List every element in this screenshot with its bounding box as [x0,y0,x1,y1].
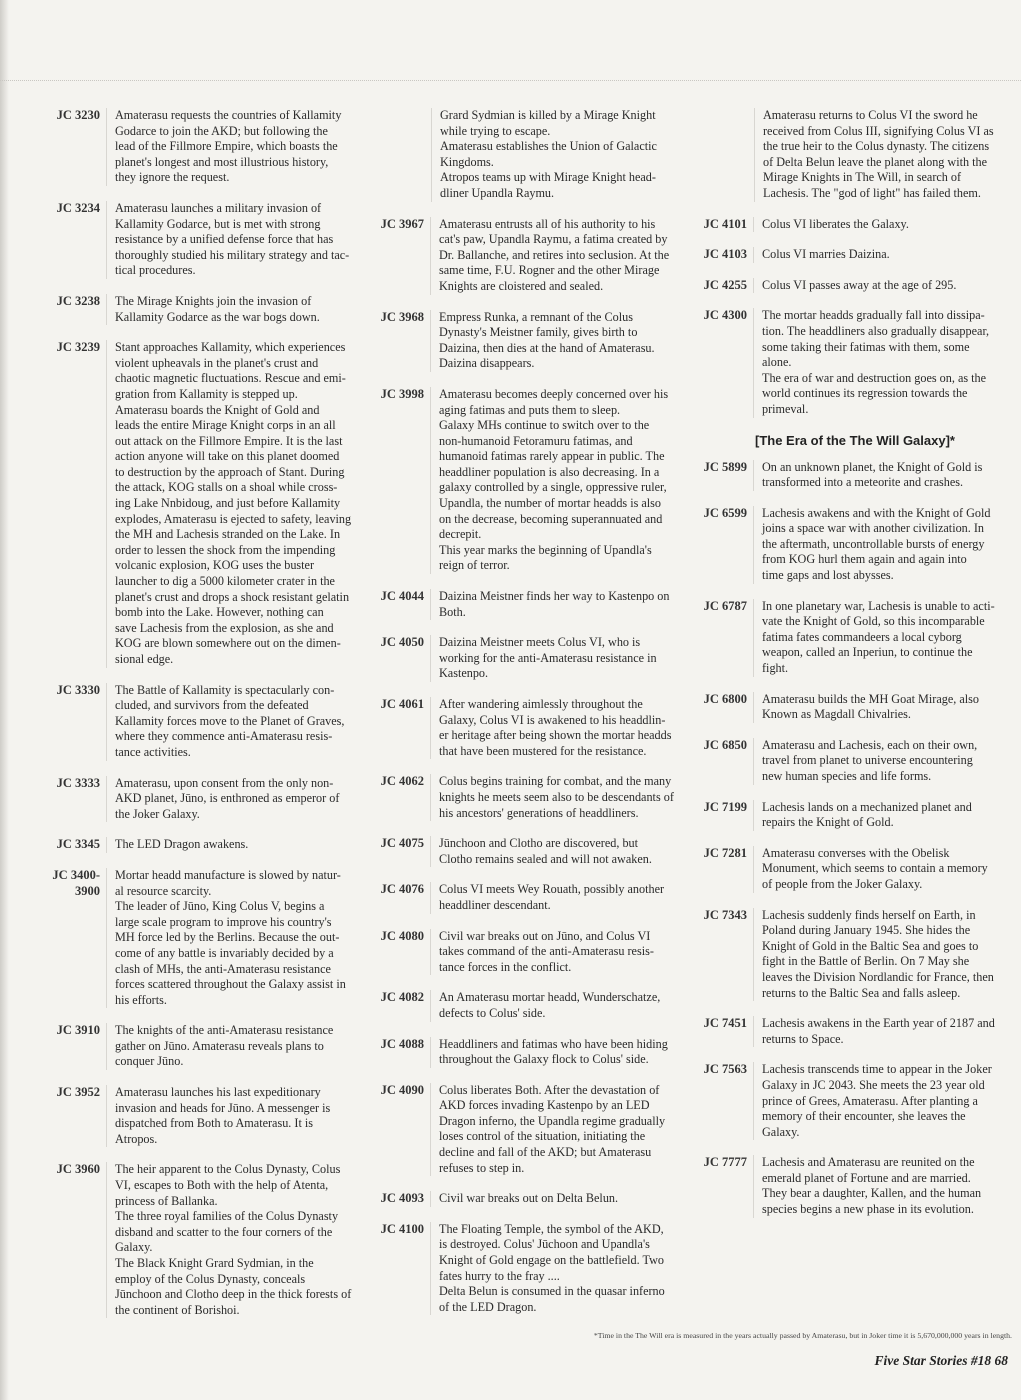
entry-year: JC 4050 [380,635,424,650]
era-footnote: *Time in the The Will era is measured in the years actually passed by Amaterasu, but in Joker time it is 5,670,000,000 years in length. [593,1331,1012,1340]
timeline-entry [40,683,364,761]
entry-year: JC 6787 [703,598,747,613]
entry-text: The LED Dragon awakens. [106,837,364,853]
entry-year: JC 4255 [703,277,747,292]
timeline-entry [698,908,1010,1002]
entry-year: JC 7199 [703,799,747,814]
entry-text: Lachesis and Amaterasu are reunited on the emerald planet of Fortune and are married. They bear a daughter, Kallen, and the human species begins a new phase in its evolution. [753,1155,1010,1217]
entry-text: Civil war breaks out on Jūno, and Colus VI takes command of the anti-Amaterasu resis- tance forces in the conflict. [430,929,692,976]
entry-text: Lachesis suddenly finds herself on Earth, in Poland during January 1945. She hides the Knight of Gold in the Baltic Sea and goes to fight in the Battle of Berlin. On 7 May she leaves the Division Nordlandic for France, then returns to the Baltic Sea and falls asleep. [753,908,1010,1002]
timeline-entry [698,692,1010,723]
timeline-entry [372,990,692,1021]
entry-year: JC 3952 [56,1085,100,1100]
page-footer: Five Star Stories #18 68 [874,1353,1008,1368]
entry-text: Colus VI passes away at the age of 295. [753,278,1010,294]
timeline-entry [698,1155,1010,1217]
timeline-entry [40,340,364,667]
timeline-entry [698,308,1010,417]
entry-text: Amaterasu becomes deeply concerned over his aging fatimas and puts them to sleep. Galaxy MHs continue to switch over to the non-humanoid Fetoramuru fatimas, and humanoid fatimas rarely appear in public. The headdliner population is also decreasing. In a galaxy controlled by a single, oppressive ruler, Upandla, the number of mortar headds is also on the decrease, becoming superannuated and decrepit. This year marks the beginning of Upandla's reign of terror. [430,387,692,574]
timeline-entry [698,846,1010,893]
entry-year: JC 4044 [380,589,424,604]
entry-text: Amaterasu converses with the Obelisk Monument, which seems to contain a memory of people from the Joker Galaxy. [753,846,1010,893]
entry-text: Amaterasu launches a military invasion of Kallamity Godarce, but is met with strong resistance by a unified defense force that has thoroughly studied his military strategy and tac- tical procedures. [106,201,364,279]
timeline-entry [698,278,1010,294]
entry-text: Lachesis lands on a mechanized planet and repairs the Knight of Gold. [753,800,1010,831]
timeline-entry [372,387,692,574]
entry-year: JC 4082 [380,990,424,1005]
entry-text: Lachesis transcends time to appear in the Joker Galaxy in JC 2043. She meets the 23 year old prince of Grees, Amaterasu. After planting a memory of their encounter, she leaves the Galaxy. [753,1062,1010,1140]
timeline-entry [698,1062,1010,1140]
timeline-entry [40,868,364,1008]
entry-year: JC 3967 [380,216,424,231]
timeline-entry [698,460,1010,491]
entry-year: JC 3960 [56,1162,100,1177]
entry-year: JC 7777 [703,1155,747,1170]
entry-year: JC 3330 [56,682,100,697]
timeline-entry [372,1083,692,1177]
entry-text: Daizina Meistner finds her way to Kastenpo on Both. [430,589,692,620]
entry-year: JC 7343 [703,907,747,922]
entry-year: JC 3998 [380,386,424,401]
entry-year: JC 3234 [56,200,100,215]
entry-text: Colus VI marries Daizina. [753,247,1010,263]
timeline-entry [40,776,364,823]
entry-text: Mortar headd manufacture is slowed by natur- al resource scarcity. The leader of Jūno, King Colus V, begins a large scale program to improve his country's MH force led by the Berlins. Because the out- come of any battle is invariably decided by a clash of MHs, the anti-Amaterasu resistance forces scattered throughout the Galaxy assist in his efforts. [106,868,364,1008]
entry-text: The knights of the anti-Amaterasu resistance gather on Jūno. Amaterasu reveals plans to conquer Jūno. [106,1023,364,1070]
entry-text: An Amaterasu mortar headd, Wunderschatze, defects to Colus' side. [430,990,692,1021]
timeline-entry [372,882,692,913]
timeline-column-3 [698,108,1010,1233]
entry-text: On an unknown planet, the Knight of Gold is transformed into a meteorite and crashes. [753,460,1010,491]
entry-text: Stant approaches Kallamity, which experiences violent upheavals in the planet's crust and chaotic magnetic fluctuations. Rescue and emi- gration from Kallamity is stepped up. Amaterasu boards the Knight of Gold and leads the entire Mirage Knight corps in an all out attack on the Fillmore Empire. It is the last action anyone will take on this planet doomed to destruction by the approach of Stant. During the attack, KOG stalls on a shoal while cross- ing Lake Nnbidoug, and just before Kallamity explodes, Amaterasu is ejected to safety, leaving the MH and Lachesis stranded on the Lake. In order to lessen the shock from the impending volcanic explosion, KOG uses the buster launcher to dig a 5000 kilometer crater in the planet's crust and drops a shock resistant gelatin bomb into the Lake. However, nothing can save Lachesis from the explosion, as she and KOG are blown somewhere out on the dimen- sional edge. [106,340,364,667]
entry-text: In one planetary war, Lachesis is unable to acti- vate the Knight of Gold, so this incomparable fatima fates commandeers a local cyborg weapon, called an Inperiun, to continue the fight. [753,599,1010,677]
era-heading: [The Era of the The Will Galaxy]* [755,432,955,448]
entry-year: JC 6850 [703,737,747,752]
timeline-entry [698,247,1010,263]
timeline-entry [372,1222,692,1316]
entry-year: JC 7563 [703,1062,747,1077]
timeline-entry [40,837,364,853]
entry-year: JC 3333 [56,775,100,790]
timeline-entry [698,738,1010,785]
entry-text: Amaterasu launches his last expeditionary invasion and heads for Jūno. A messenger is dispatched from Both to Amaterasu. It is Atropos. [106,1085,364,1147]
entry-year: JC 3400- 3900 [52,867,100,898]
entry-text: Civil war breaks out on Delta Belun. [430,1191,692,1207]
timeline-entry [40,201,364,279]
entry-text: After wandering aimlessly throughout the Galaxy, Colus VI is awakened to his headdlin- er heritage after being shown the mortar headds that have been mustered for the resistance. [430,697,692,759]
timeline-entry [40,294,364,325]
timeline-entry [372,589,692,620]
entry-text: Grard Sydmian is killed by a Mirage Knight while trying to escape. Amaterasu establishes the Union of Galactic Kingdoms. Atropos teams up with Mirage Knight head- dliner Upandla Raymu. [431,108,692,202]
entry-year: JC 4080 [380,928,424,943]
entry-text: Colus begins training for combat, and the many knights he meets seem also to be descendants of his ancestors' generations of headdliners. [430,774,692,821]
entry-year: JC 4093 [380,1191,424,1206]
top-divider [0,80,1021,81]
entry-text: The heir apparent to the Colus Dynasty, Colus VI, escapes to Both with the help of Atenta, princess of Ballanka. The three royal families of the Colus Dynasty disband and scatter to the four corners of the Galaxy. The Black Knight Grard Sydmian, in the employ of the Colus Dynasty, conceals Jūnchoon and Clotho deep in the thick forests of the continent of Borishoi. [106,1162,364,1318]
entry-text: The Battle of Kallamity is spectacularly con- cluded, and survivors from the defeated Kallamity forces move to the Planet of Graves, where they commence anti-Amaterasu resis- tance activities. [106,683,364,761]
timeline-entry [372,1191,692,1207]
entry-year: JC 6800 [703,691,747,706]
entry-year: JC 4076 [380,882,424,897]
timeline-entry [698,217,1010,233]
entry-text: Lachesis awakens in the Earth year of 2187 and returns to Space. [753,1016,1010,1047]
entry-year: JC 3238 [56,293,100,308]
timeline-entry [372,836,692,867]
timeline-entry [372,929,692,976]
timeline-entry [40,1023,364,1070]
entry-text: The Floating Temple, the symbol of the AKD, is destroyed. Colus' Jūchoon and Upandla's Knight of Gold engage on the battlefield. Two fates hurry to the fray .... Delta Belun is consumed in the quasar inferno of the LED Dragon. [430,1222,692,1316]
timeline-entry [372,1037,692,1068]
entry-year: JC 4061 [380,697,424,711]
entry-text: Amaterasu requests the countries of Kallamity Godarce to join the AKD; but following the lead of the Fillmore Empire, which boasts the planet's longest and most illustrious history, they ignore the request. [106,108,364,186]
entry-text: Empress Runka, a remnant of the Colus Dynasty's Meistner family, gives birth to Daizina, then dies at the hand of Amaterasu. Daizina disappears. [430,310,692,372]
entry-text: Daizina Meistner meets Colus VI, who is working for the anti-Amaterasu resistance in Kastenpo. [430,635,692,682]
entry-text: Amaterasu returns to Colus VI the sword he received from Colus III, signifying Colus VI as the true heir to the Colus dynasty. The citizens of Delta Belun leave the planet along with the Mirage Knights in The Will, in search of Lachesis. The "god of light" has failed them. [754,108,1010,202]
entry-year: JC 4090 [380,1082,424,1097]
entry-text: Amaterasu and Lachesis, each on their own, travel from planet to universe encountering new human species and life forms. [753,738,1010,785]
entry-year: JC 7281 [703,845,747,860]
timeline-entry [698,108,1010,202]
timeline-column-1 [40,108,364,1333]
entry-text: Amaterasu, upon consent from the only non- AKD planet, Jūno, is enthroned as emperor of the Joker Galaxy. [106,776,364,823]
entry-year: JC 3239 [56,340,100,355]
entry-year: JC 3345 [56,837,100,852]
entry-text: Colus liberates Both. After the devastation of AKD forces invading Kastenpo by an LED Dragon inferno, the Upandla regime gradually loses control of the situation, initiating the decline and fall of the AKD; but Amaterasu refuses to step in. [430,1083,692,1177]
entry-year: JC 4300 [703,308,747,323]
entry-year: JC 7451 [703,1016,747,1031]
timeline-entry [372,310,692,372]
entry-year: JC 4100 [380,1221,424,1236]
entry-text: Lachesis awakens and with the Knight of Gold joins a space war with another civilization. In the aftermath, uncontrollable bursts of energy from KOG hurl them again and again into time gaps and lost abysses. [753,506,1010,584]
entry-text: Headdliners and fatimas who have been hiding throughout the Galaxy flock to Colus' side. [430,1037,692,1068]
timeline-entry [698,1016,1010,1047]
timeline-entry [40,108,364,186]
entry-text: Colus VI meets Wey Rouath, possibly another headdliner descendant. [430,882,692,913]
timeline-entry [372,697,692,759]
entry-year: JC 4075 [380,836,424,851]
timeline-entry [372,217,692,295]
timeline-entry [372,635,692,682]
entry-year: JC 3910 [56,1023,100,1038]
entry-text: Amaterasu entrusts all of his authority to his cat's paw, Upandla Raymu, a fatima created by Dr. Ballanche, and retires into seclusion. At the same time, F.U. Rogner and the other Mirage Knights are cloistered and sealed. [430,217,692,295]
entry-text: Amaterasu builds the MH Goat Mirage, also Known as Magdall Chivalries. [753,692,1010,723]
entry-year: JC 3230 [56,108,100,122]
entry-year: JC 5899 [703,459,747,474]
entry-text: The Mirage Knights join the invasion of Kallamity Godarce as the war bogs down. [106,294,364,325]
timeline-entry [698,599,1010,677]
timeline-entry [372,108,692,202]
entry-text: Colus VI liberates the Galaxy. [753,217,1010,233]
entry-text: Jūnchoon and Clotho are discovered, but Clotho remains sealed and will not awaken. [430,836,692,867]
entry-year: JC 4088 [380,1036,424,1051]
timeline-entry [698,506,1010,584]
entry-year: JC 3968 [380,309,424,324]
timeline-column-2 [372,108,692,1330]
entry-year: JC 6599 [703,505,747,520]
entry-year: JC 4103 [703,247,747,262]
timeline-entry [40,1162,364,1318]
entry-year: JC 4101 [703,216,747,231]
timeline-entry [40,1085,364,1147]
page-spine-shadow [0,0,9,1400]
timeline-entry [698,800,1010,831]
entry-text: The mortar headds gradually fall into dissipa- tion. The headdliners also gradually disappear, some taking their fatimas with them, some alone. The era of war and destruction goes on, as the world continues its regression towards the primeval. [753,308,1010,417]
entry-year: JC 4062 [380,774,424,789]
timeline-entry [372,774,692,821]
